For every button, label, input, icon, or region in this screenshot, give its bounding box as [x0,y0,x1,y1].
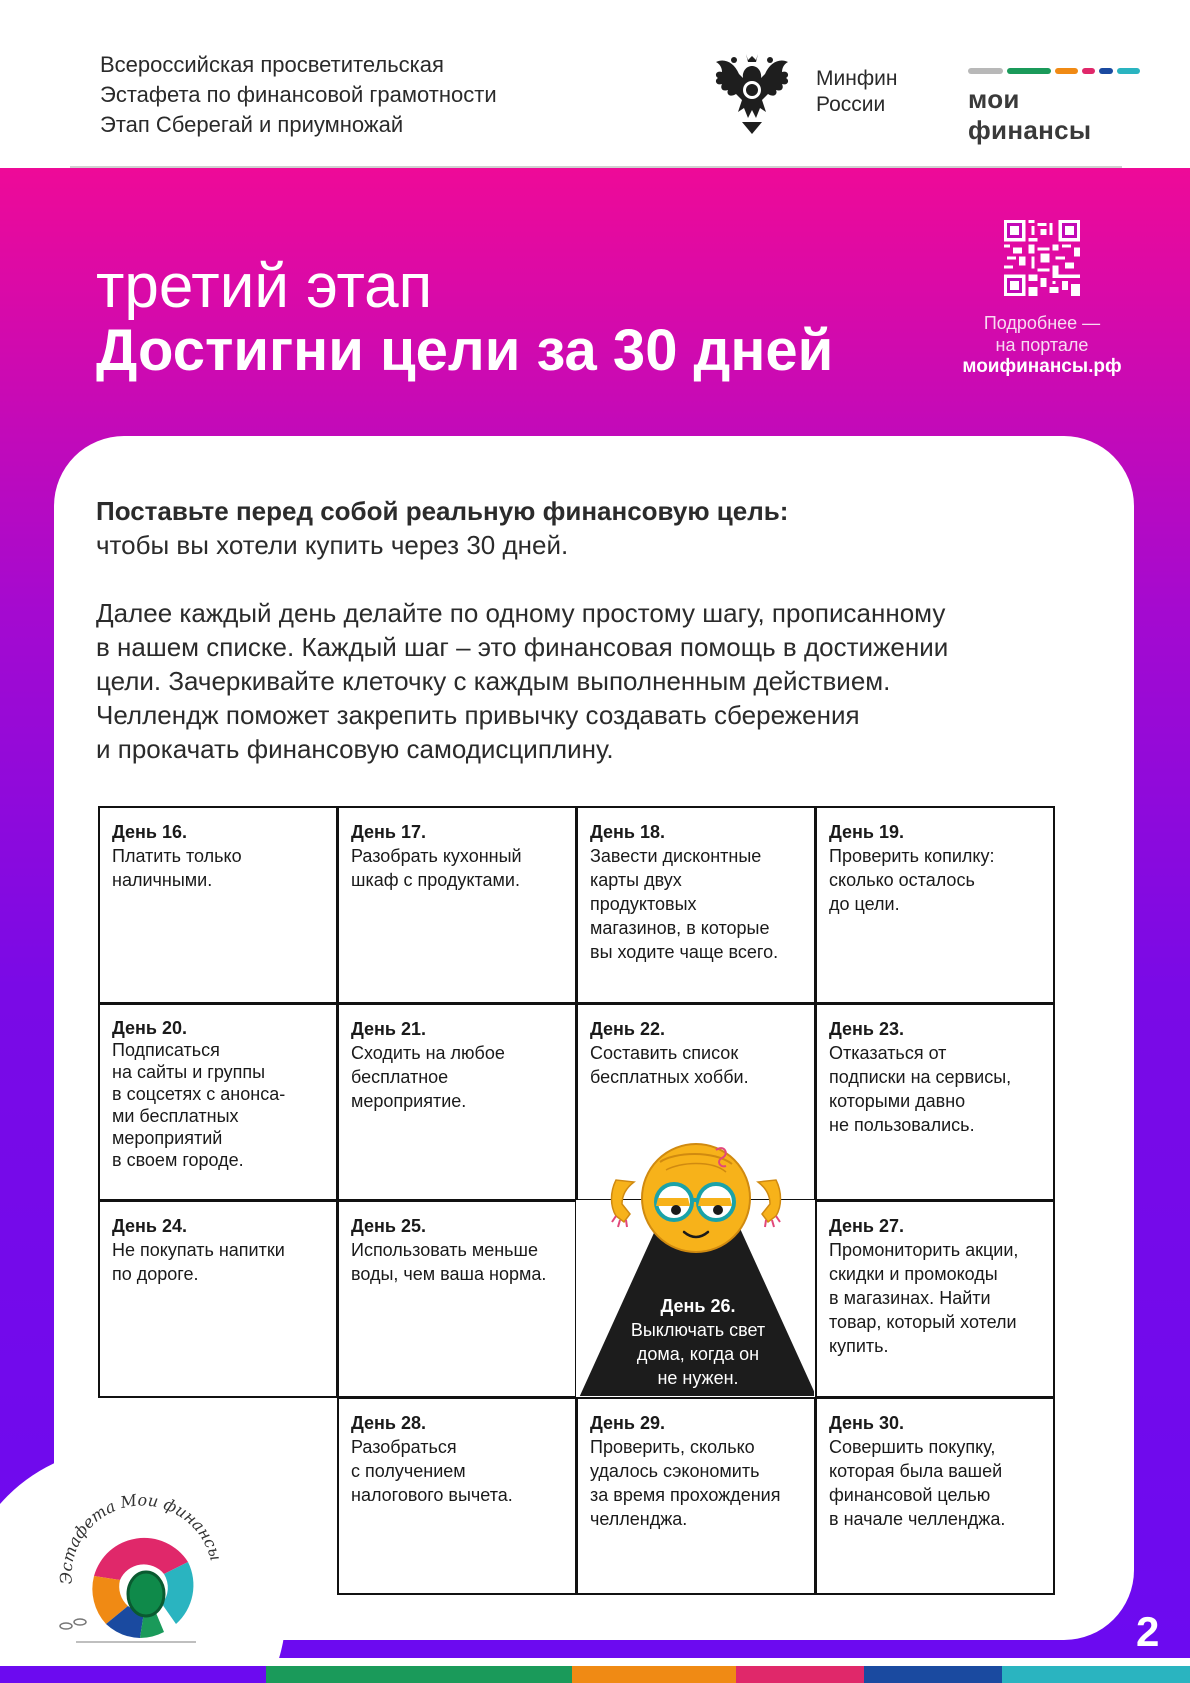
day-label: День 22. [590,1019,666,1039]
stripe [1002,1666,1190,1683]
day-label: День 29. [590,1413,666,1433]
day-26-text [578,1294,816,1390]
day-cell-24[interactable] [98,1200,338,1398]
stage-label: третий этап [96,252,433,321]
more-label-line-2: на портале [995,335,1089,355]
body-line-4: Челлендж поможет закрепить привычку создавать сбережения [96,700,860,730]
day-label: День 18. [590,822,666,842]
org-line-1: Всероссийская просветительская [100,52,444,77]
day-cell-30[interactable] [815,1397,1055,1595]
brand-bar [1082,68,1095,74]
day-task: Разобраться с получением налогового вычета. [351,1437,513,1505]
stripe [864,1666,1002,1683]
day-cell-25[interactable] [337,1200,577,1398]
day-task: Не покупать напитки по дороге. [112,1240,285,1284]
day-task: Выключать свет дома, когда он не нужен. [630,1320,766,1388]
stripe [572,1666,736,1683]
day-label: День 20. [112,1018,188,1038]
body-line-2: в нашем списке. Каждый шаг – это финансовая помощь в достижении [96,632,949,662]
bottom-color-stripes [0,1666,1190,1683]
relay-logo-text: Эстафета Мои финансы [56,1490,226,1585]
day-cell-17[interactable] [337,806,577,1004]
day-task: Проверить копилку: сколько осталось до цели. [829,846,995,914]
relay-logo-icon [36,1476,236,1656]
page-header [0,0,1190,168]
brand-bar [1099,68,1112,74]
brand-bar [968,68,1003,74]
day-label: День 28. [351,1413,427,1433]
day-cell-21[interactable] [337,1003,577,1201]
page-number: 2 [1136,1608,1160,1655]
qr-code-icon[interactable] [1004,220,1080,296]
day-task: Завести дисконтные карты двух продуктовых магазинов, в которые вы ходите чаще всего. [590,846,779,962]
goal-heading: Поставьте перед собой реальную финансовую цель: [96,496,789,526]
day-task: Совершить покупку, которая была вашей финансовой целью в начале челленджа. [829,1437,1006,1529]
day-task: Промониторить акции, скидки и промокоды в магазинах. Найти товар, который хотели купить. [829,1240,1019,1356]
day-task: Разобрать кухонный шкаф с продуктами. [351,846,522,890]
more-label-line-1: Подробнее — [983,313,1101,333]
day-cell-29[interactable] [576,1397,816,1595]
day-task: Составить список бесплатных хобби. [590,1043,749,1087]
brand-bar [1055,68,1078,74]
org-line-2: Эстафета по финансовой грамотности [100,82,497,107]
brand-bar [1007,68,1051,74]
body-line-5: и прокачать финансовую самодисциплину. [96,734,614,764]
day-label: День 24. [112,1216,188,1236]
stripe [266,1666,572,1683]
svg-text:Эстафета Мои финансы [56,1490,225,1584]
day-task: Сходить на любое бесплатное мероприятие. [351,1043,505,1111]
day-label: День 26. [660,1296,736,1316]
stripe [736,1666,864,1683]
body-line-1: Далее каждый день делайте по одному простому шагу, прописанному [96,598,946,628]
ministry-line-2: России [816,93,886,116]
day-label: День 30. [829,1413,905,1433]
double-headed-eagle-icon [712,48,792,134]
ministry-line-1: Минфин [816,67,898,90]
body-line-3: цели. Зачеркивайте клеточку с каждым выполненным действием. [96,666,891,696]
day-cell-20[interactable] [98,1003,338,1201]
portal-info [952,312,1132,378]
day-cell-16[interactable] [98,806,338,1004]
day-label: День 27. [829,1216,905,1236]
goal-text: чтобы вы хотели купить через 30 дней. [96,530,569,560]
brand-bar [1117,68,1140,74]
organization-title [100,50,497,140]
day-task: Подписаться на сайты и группы в соцсетях с анонса- ми бесплатных мероприятий в своем городе. [112,1040,286,1170]
day-cell-19[interactable] [815,806,1055,1004]
coin-mascot-icon [604,1140,788,1270]
brand-color-bars [968,68,1140,74]
day-task: Использовать меньше воды, чем ваша норма. [351,1240,547,1284]
brand-logo [968,68,1140,146]
day-cell-18[interactable] [576,806,816,1004]
stripe [0,1666,266,1683]
ministry-name [816,66,897,118]
day-cell-27[interactable] [815,1200,1055,1398]
day-label: День 23. [829,1019,905,1039]
day-label: День 16. [112,822,188,842]
page-title: Достигни цели за 30 дней [96,318,834,383]
day-cell-28[interactable] [337,1397,577,1595]
day-task: Проверить, сколько удалось сэкономить за время прохождения челленджа. [590,1437,781,1529]
org-line-3: Этап Сберегай и приумножай [100,112,404,137]
day-label: День 17. [351,822,427,842]
day-label: День 19. [829,822,905,842]
day-label: День 25. [351,1216,427,1236]
day-task: Платить только наличными. [112,846,242,890]
brand-name: мои финансы [968,84,1092,145]
day-task: Отказаться от подписки на сервисы, которыми давно не пользовались. [829,1043,1012,1135]
day-cell-23[interactable] [815,1003,1055,1201]
intro-text [96,494,1076,766]
day-label: День 21. [351,1019,427,1039]
portal-link[interactable]: моифинансы.рф [962,356,1122,377]
